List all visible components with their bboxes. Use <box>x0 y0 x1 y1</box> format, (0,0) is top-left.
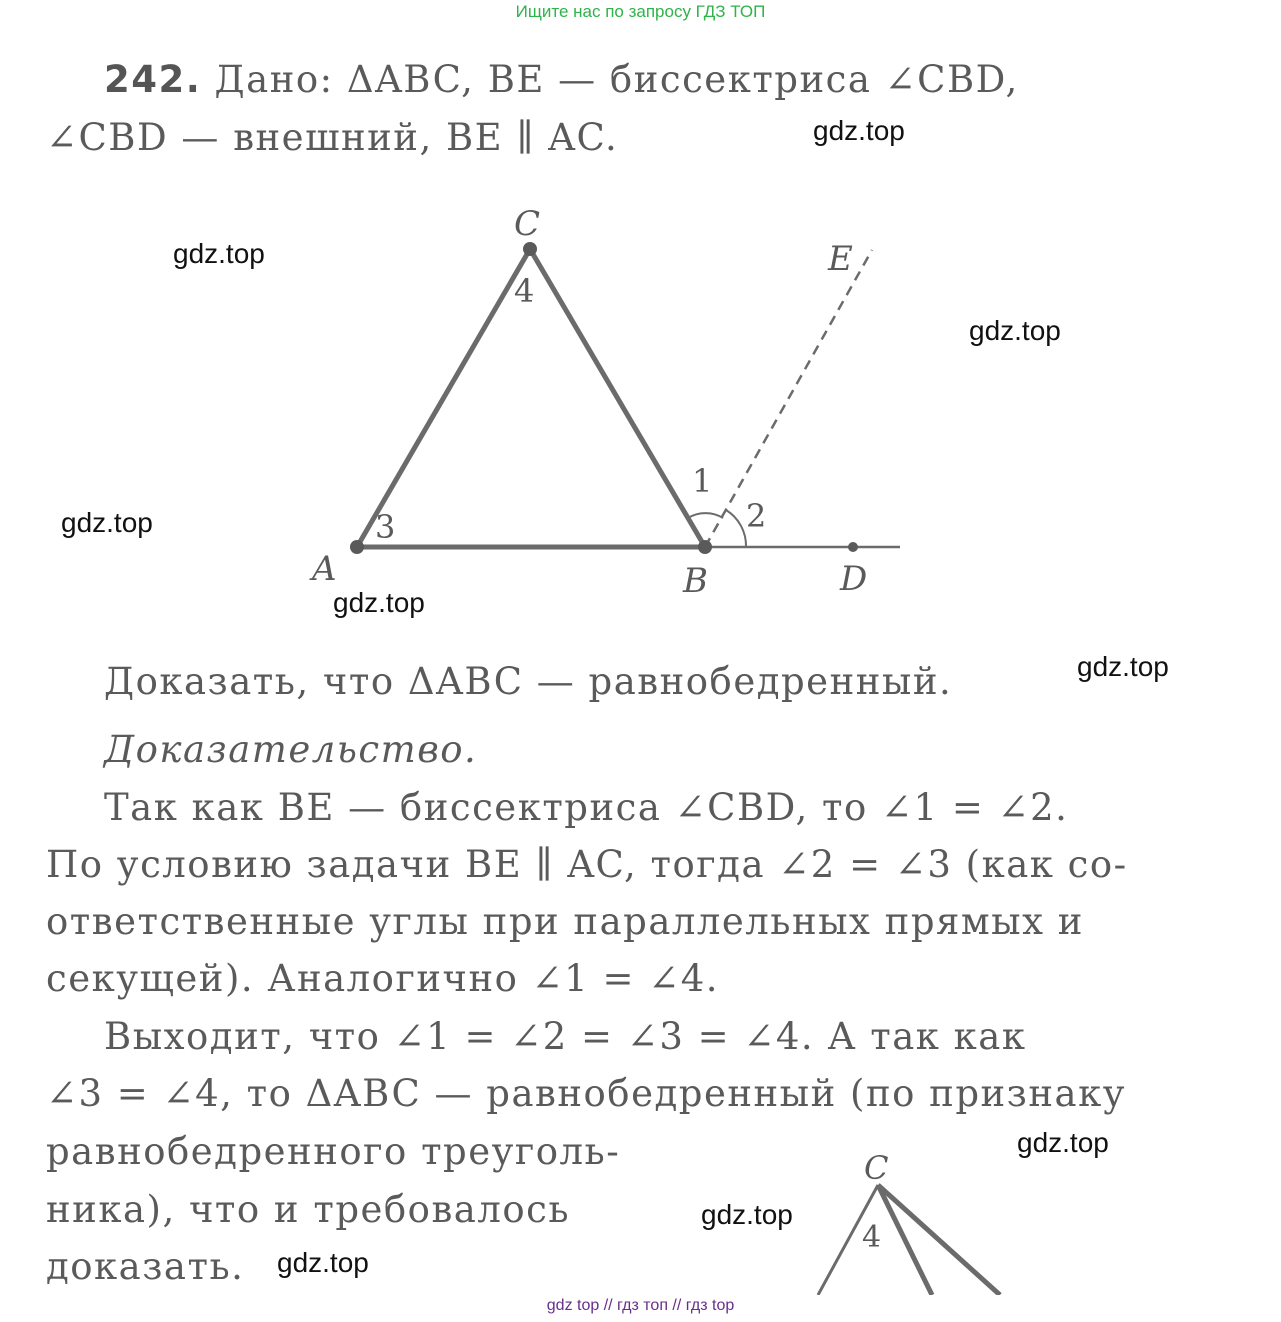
watermark: gdz.top <box>1077 651 1169 682</box>
proof-line-3: ответственные углы при параллельных прямых и <box>46 900 1084 943</box>
proof-line-8: ника), что и требовалось <box>46 1188 570 1231</box>
point-a <box>350 540 364 554</box>
small-label-c: C <box>864 1149 889 1187</box>
label-angle-2: 2 <box>746 497 767 535</box>
top-banner[interactable]: Ищите нас по запросу ГДЗ ТОП <box>515 2 766 21</box>
proof-line-1: Так как BE — биссектриса ∠CBD, то ∠1 = ∠2. <box>104 786 1069 829</box>
label-b: B <box>683 561 708 601</box>
watermark: gdz.top <box>813 115 905 146</box>
label-e: E <box>828 239 853 279</box>
triangle-figure <box>0 0 1281 620</box>
point-b <box>698 540 712 554</box>
proof-line-4: секущей). Аналогично ∠1 = ∠4. <box>46 957 720 1000</box>
watermark: gdz.top <box>1017 1127 1109 1158</box>
arc-angle-2 <box>726 510 746 547</box>
label-angle-1: 1 <box>692 462 713 500</box>
point-c <box>523 242 537 256</box>
prove-statement: Доказать, что ΔABC — равнобедренный. <box>104 660 953 703</box>
label-d: D <box>840 559 868 599</box>
proof-line-6: ∠3 = ∠4, то ΔABC — равнобедренный (по признаку <box>46 1072 1126 1115</box>
watermark: gdz.top <box>61 507 153 538</box>
given-text-1: Дано: ΔABC, BE — биссектриса ∠CBD, <box>201 58 1019 101</box>
side-cb <box>530 249 705 547</box>
label-angle-3: 3 <box>375 508 396 546</box>
bisector-be <box>705 250 872 547</box>
label-c: C <box>514 204 541 244</box>
label-a: A <box>312 549 337 589</box>
problem-number: 242. <box>104 58 202 101</box>
proof-line-7: равнобедренного треуголь- <box>46 1130 621 1173</box>
watermark: gdz.top <box>173 238 265 269</box>
footer-links[interactable]: gdz top // гдз топ // гдз top <box>546 1297 735 1314</box>
problem-given-line2: ∠CBD — внешний, BE ∥ AC. <box>46 116 619 159</box>
watermark: gdz.top <box>969 315 1061 346</box>
proof-line-5: Выходит, что ∠1 = ∠2 = ∠3 = ∠4. А так как <box>104 1015 1027 1058</box>
watermark: gdz.top <box>333 587 425 618</box>
small-label-angle-4: 4 <box>862 1220 882 1255</box>
watermark: gdz.top <box>277 1247 369 1278</box>
arc-angle-1 <box>688 513 723 518</box>
label-angle-4: 4 <box>514 272 535 310</box>
side-ac <box>357 249 530 547</box>
proof-title: Доказательство. <box>104 728 478 771</box>
proof-line-9: доказать. <box>46 1245 245 1288</box>
proof-line-2: По условию задачи BE ∥ AC, тогда ∠2 = ∠3 (как со- <box>46 843 1128 886</box>
point-d <box>848 542 858 552</box>
watermark: gdz.top <box>701 1199 793 1230</box>
small-triangle-figure <box>800 1145 1040 1295</box>
